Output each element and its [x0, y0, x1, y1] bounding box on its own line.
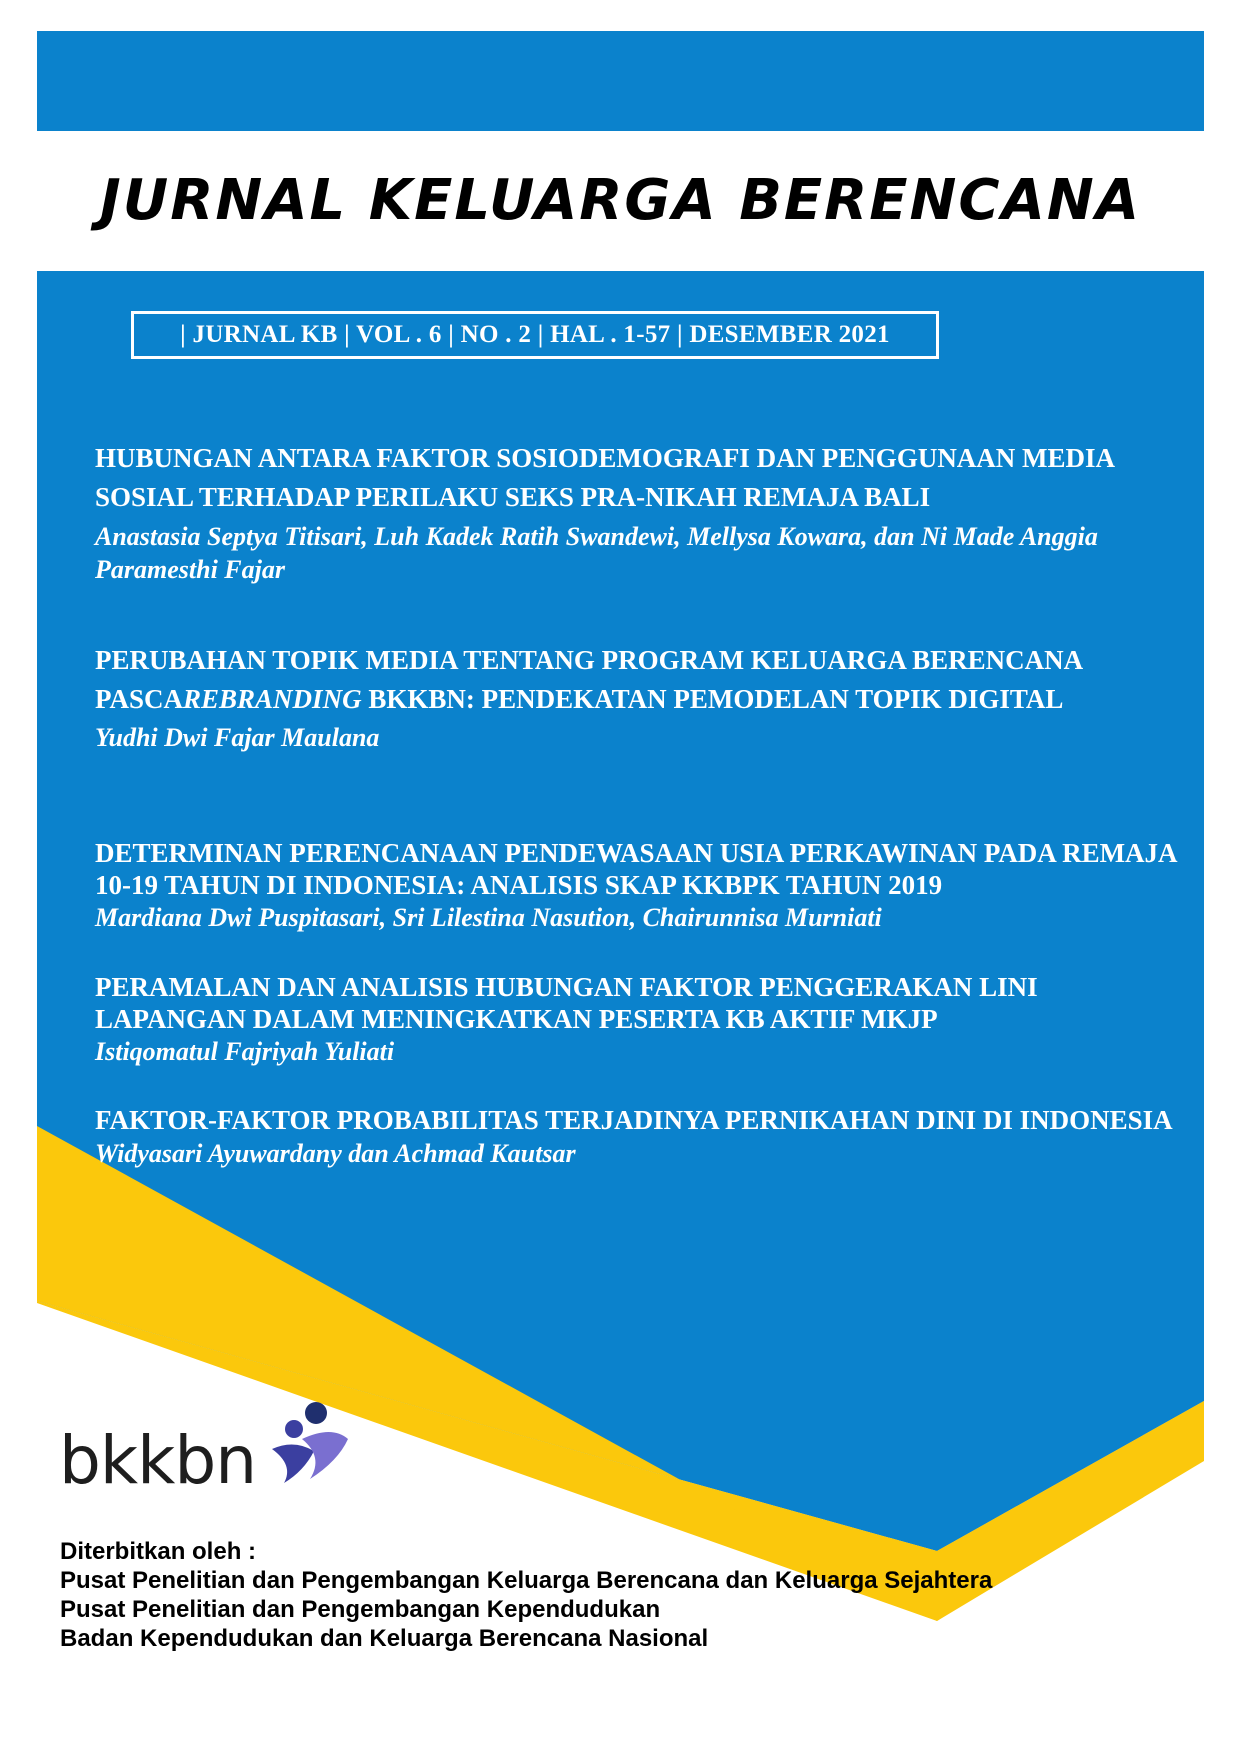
article-title-part: BKKBN: PENDEKATAN PEMODELAN TOPIK DIGITAL — [361, 684, 1064, 714]
publisher-line: Pusat Penelitian dan Pengembangan Keluarga Berencana dan Keluarga Sejahtera — [60, 1567, 993, 1594]
article-authors: Istiqomatul Fajriyah Yuliati — [95, 1037, 395, 1066]
journal-title: JURNAL KELUARGA BERENCANA — [99, 168, 1142, 233]
article-entry — [95, 837, 1185, 934]
article-title — [95, 641, 1185, 719]
article-authors: Widyasari Ayuwardany dan Achmad Kautsar — [95, 1139, 576, 1168]
issue-info-text: | JURNAL KB | VOL . 6 | NO . 2 | HAL . 1-57 | DESEMBER 2021 — [180, 321, 890, 348]
article-title: DETERMINAN PERENCANAAN PENDEWASAAN USIA PERKAWINAN PADA REMAJA 10-19 TAHUN DI INDONESIA: ANALISIS SKAP KKBPK TAHUN 2019 — [95, 838, 1177, 900]
article-authors: Anastasia Septya Titisari, Luh Kadek Ratih Swandewi, Mellysa Kowara, dan Ni Made Anggia Paramesthi Fajar — [95, 522, 1098, 584]
bkkbn-logo-mark-icon — [254, 1399, 354, 1489]
article-entry — [95, 439, 1185, 586]
article-authors: Yudhi Dwi Fajar Maulana — [95, 723, 380, 752]
issue-info-box — [131, 311, 939, 359]
bkkbn-logo — [59, 1399, 359, 1519]
publisher-heading: Diterbitkan oleh : — [60, 1538, 257, 1565]
publisher-info — [60, 1537, 1160, 1653]
article-entry — [95, 971, 1185, 1068]
article-title-part: PERUBAHAN TOPIK MEDIA TENTANG PROGRAM KELUARGA BERENCANA PASCA — [95, 645, 1082, 714]
article-title: HUBUNGAN ANTARA FAKTOR SOSIODEMOGRAFI DAN PENGGUNAAN MEDIA SOSIAL TERHADAP PERILAKU SEKS PRA-NIKAH REMAJA BALI — [95, 443, 1114, 512]
title-band — [37, 131, 1204, 271]
article-entry — [95, 1104, 1185, 1170]
article-authors: Mardiana Dwi Puspitasari, Sri Lilestina Nasution, Chairunnisa Murniati — [95, 903, 882, 932]
journal-cover — [37, 31, 1204, 1729]
article-title: FAKTOR-FAKTOR PROBABILITAS TERJADINYA PERNIKAHAN DINI DI INDONESIA — [95, 1105, 1173, 1135]
article-entry — [95, 641, 1185, 754]
publisher-line: Badan Kependudukan dan Keluarga Berencana Nasional — [60, 1625, 709, 1652]
publisher-line: Pusat Penelitian dan Pengembangan Kependudukan — [60, 1596, 661, 1623]
bkkbn-logo-text: bkkbn — [59, 1422, 257, 1499]
article-title: PERAMALAN DAN ANALISIS HUBUNGAN FAKTOR PENGGERAKAN LINI LAPANGAN DALAM MENINGKATKAN PESERTA KB AKTIF MKJP — [95, 972, 1038, 1034]
article-title-italic-part: REBRANDING — [183, 684, 362, 714]
